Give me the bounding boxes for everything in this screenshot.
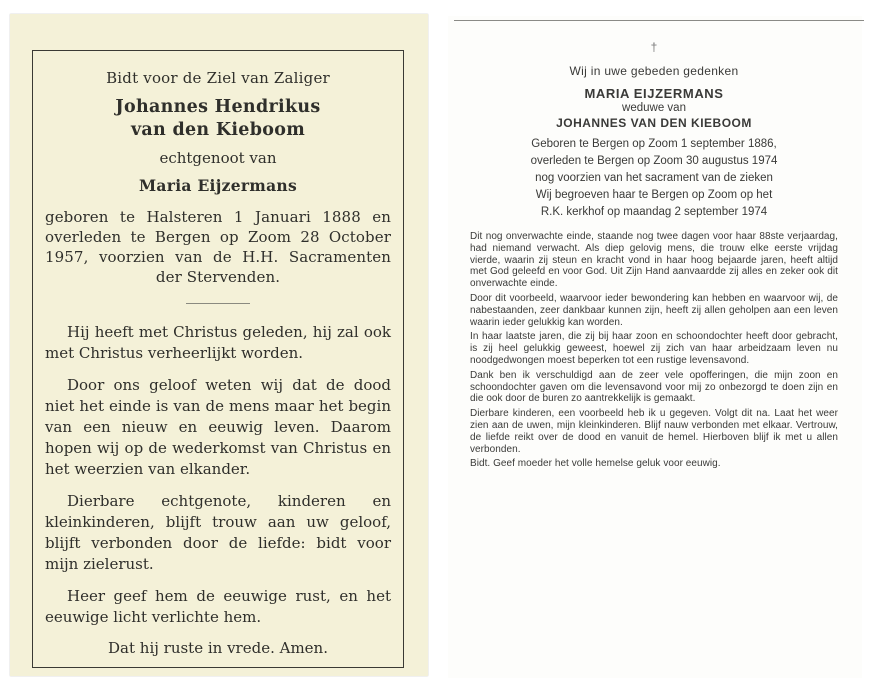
memorial-card-right-content <box>470 40 838 473</box>
card-paragraph: Dierbare echtgenote, kinderen en kleinkinderen, blijft trouw aan uw geloof, blijft verbonden door de liefde: bidt voor mijn zielerust. <box>45 492 391 573</box>
card-paragraph: Dank ben ik verschuldigd aan de zeer vele opofferingen, die mijn zoon en schoondochter gaven om die levensavond voor mij zo onbezorgd te doen zijn en die ook door de buren zo aantrekkelijk is gemaakt. <box>470 369 838 405</box>
date-line: Wij begroeven haar te Bergen op Zoom op het <box>535 189 773 201</box>
date-line: overleden te Bergen op Zoom 30 augustus 1974 <box>530 155 778 167</box>
card-paragraph: Door dit voorbeeld, waarvoor ieder bewondering kan hebben en waarvoor wij, de nabestaanden, zeer dankbaar kunnen zijn, heeft zij allen geholpen aan een leven waarin ieder gelukkig kan worden. <box>470 292 838 328</box>
deceased-name-line1: Johannes Hendrikus <box>115 97 321 117</box>
card-paragraph: Bidt. Geef moeder het volle hemelse geluk voor eeuwig. <box>470 458 721 470</box>
widow-label: weduwe van <box>622 102 686 114</box>
spouse-label: echtgenoot van <box>159 149 277 167</box>
card-paragraph: Heer geef hem de eeuwige rust, en het eeuwige licht verlichte hem. <box>45 587 391 626</box>
card-paragraph: Dit nog onverwachte einde, staande nog twee dagen voor haar 88ste verjaardag, had niemand verwacht. Als diep gelovig mens, die trouw elke eerste vrijdag vierde, waarin zij steun en kracht vond in haar hoog bejaarde jaren, heeft altijd met God geleefd en voor God. Uit Zijn Hand aanvaardde zij alles en zeker ook dit onverwachte einde. <box>470 231 838 290</box>
date-line: Geboren te Bergen op Zoom 1 september 1886, <box>531 138 777 150</box>
card-paragraph: In haar laatste jaren, die zij bij haar zoon en schoondochter heeft door gebracht, is zij heel gelukkig geweest, hoewel zij zich van haar arbeidzaam leven nu noodgedwongen moest beperken tot een rustige levensavond. <box>470 331 838 366</box>
date-line: R.K. kerkhof op maandag 2 september 1974 <box>540 206 768 218</box>
divider <box>186 303 250 304</box>
deceased-name-line2: van den Kieboom <box>130 120 306 140</box>
card-border-frame <box>32 50 404 668</box>
card-paragraph: Door ons geloof weten wij dat de dood niet het einde is van de mens maar het begin van een nieuw en eeuwig leven. Daarom hopen wij op de wederkomst van Christus en het weerzien van elkander. <box>45 376 391 478</box>
card-paragraph: Hij heeft met Christus geleden, hij zal ook met Christus verheerlijkt worden. <box>45 323 391 362</box>
card-paragraph: Dierbare kinderen, een voorbeeld heb ik u gegeven. Volgt dit na. Laat het weer zien aan de uwen, mijn kleinkinderen. Blijf nauw verbonden met elkaar. Vertrouw, de liefde reikt over de dood en vanuit de hemel. Hierboven blijf ik met u allen verbonden. <box>470 408 838 455</box>
closing-line: Dat hij ruste in vrede. Amen. <box>108 639 328 657</box>
card-intro: Bidt voor de Ziel van Zaliger <box>106 69 330 87</box>
memorial-card-left <box>10 14 428 676</box>
date-lines <box>470 136 838 221</box>
birth-death-dates: geboren te Halsteren 1 Januari 1888 en overleden te Bergen op Zoom 28 October 1957, voorzien van de H.H. Sacramenten der Stervenden. <box>45 208 391 286</box>
card-body <box>470 231 838 470</box>
spouse-name: Maria Eijzermans <box>138 176 298 195</box>
top-rule <box>454 20 864 21</box>
date-line: nog voorzien van het sacrament van de zieken <box>535 172 773 184</box>
deceased-name: MARIA EIJZERMANS <box>584 86 724 101</box>
cross-icon: † <box>650 40 658 54</box>
husband-name: JOHANNES VAN DEN KIEBOOM <box>556 116 752 130</box>
card-intro: Wij in uwe gebeden gedenken <box>569 64 739 78</box>
